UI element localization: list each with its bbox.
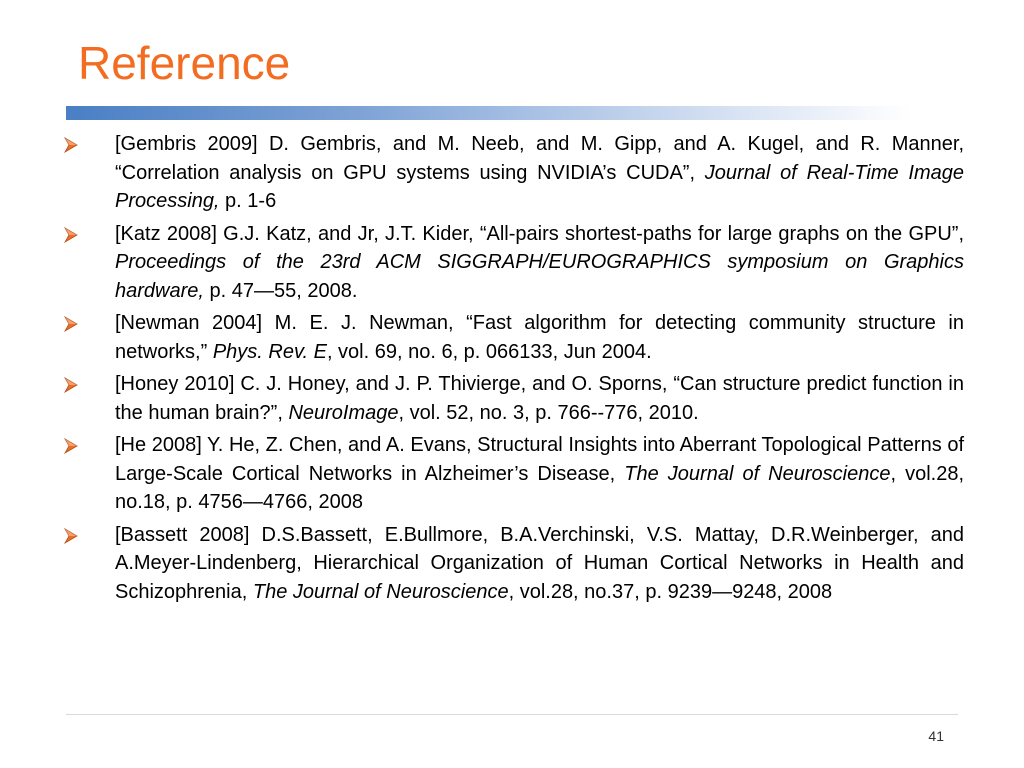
reference-text: [Katz 2008] G.J. Katz, and Jr, J.T. Kider, “All-pairs shortest-paths for large graphs on the GPU”, [115,222,964,245]
footer-divider [66,714,958,715]
reference-venue: Phys. Rev. E [212,340,327,363]
reference-item [64,431,964,517]
arrowhead-bullet-icon [64,137,78,153]
reference-text: [He 2008] Y. He, Z. Chen, and A. Evans, Structural Insights into Aberrant Topological Patterns of Large-Scale Cortical Networks in Alzheimer’s Disease, [115,434,964,485]
reference-details: , vol.28, no.18, p. 4756—4766, 2008 [115,462,964,513]
slide-title: Reference [78,37,291,89]
reference-venue: NeuroImage [288,401,399,424]
reference-details: p. 47—55, 2008. [203,279,358,302]
reference-details: , vol.28, no.37, p. 9239—9248, 2008 [508,580,833,603]
reference-item [64,309,964,366]
title-underline [66,106,912,120]
arrowhead-bullet-icon [64,316,78,332]
reference-venue: The Journal of Neuroscience [252,580,509,603]
reference-details: , vol. 69, no. 6, p. 066133, Jun 2004. [326,340,652,363]
arrowhead-bullet-icon [64,438,78,454]
reference-item [64,220,964,306]
reference-details: p. 1-6 [219,190,277,212]
reference-venue: Journal of Real-Time Image Processing, [115,161,965,212]
reference-details: , vol. 52, no. 3, p. 766--776, 2010. [398,401,699,424]
arrowhead-bullet-icon [64,227,78,243]
reference-venue: Proceedings of the 23rd ACM SIGGRAPH/EUROGRAPHICS symposium on Graphics hardware, [115,251,964,302]
reference-item [64,521,964,607]
reference-list [64,130,964,610]
reference-text: [Bassett 2008] D.S.Bassett, E.Bullmore, B.A.Verchinski, V.S. Mattay, D.R.Weinberger, and A.Meyer-Lindenberg, Hierarchical Organization of Human Cortical Networks in Health and Schizophrenia, [115,523,964,603]
reference-text: [Newman 2004] M. E. J. Newman, “Fast algorithm for detecting community structure in networks,” [115,312,964,363]
arrowhead-bullet-icon [64,528,78,544]
reference-text: [Honey 2010] C. J. Honey, and J. P. Thivierge, and O. Sporns, “Can structure predict function in the human brain?”, [115,373,964,424]
reference-item [64,130,964,216]
page-number: 41 [928,728,944,744]
reference-text: [Gembris 2009] D. Gembris, and M. Neeb, and M. Gipp, and A. Kugel, and R. Manner, “Correlation analysis on GPU systems using NVIDIA’s CUDA”, [115,133,964,184]
reference-venue: The Journal of Neuroscience [624,462,891,485]
arrowhead-bullet-icon [64,377,78,393]
reference-item [64,370,964,427]
